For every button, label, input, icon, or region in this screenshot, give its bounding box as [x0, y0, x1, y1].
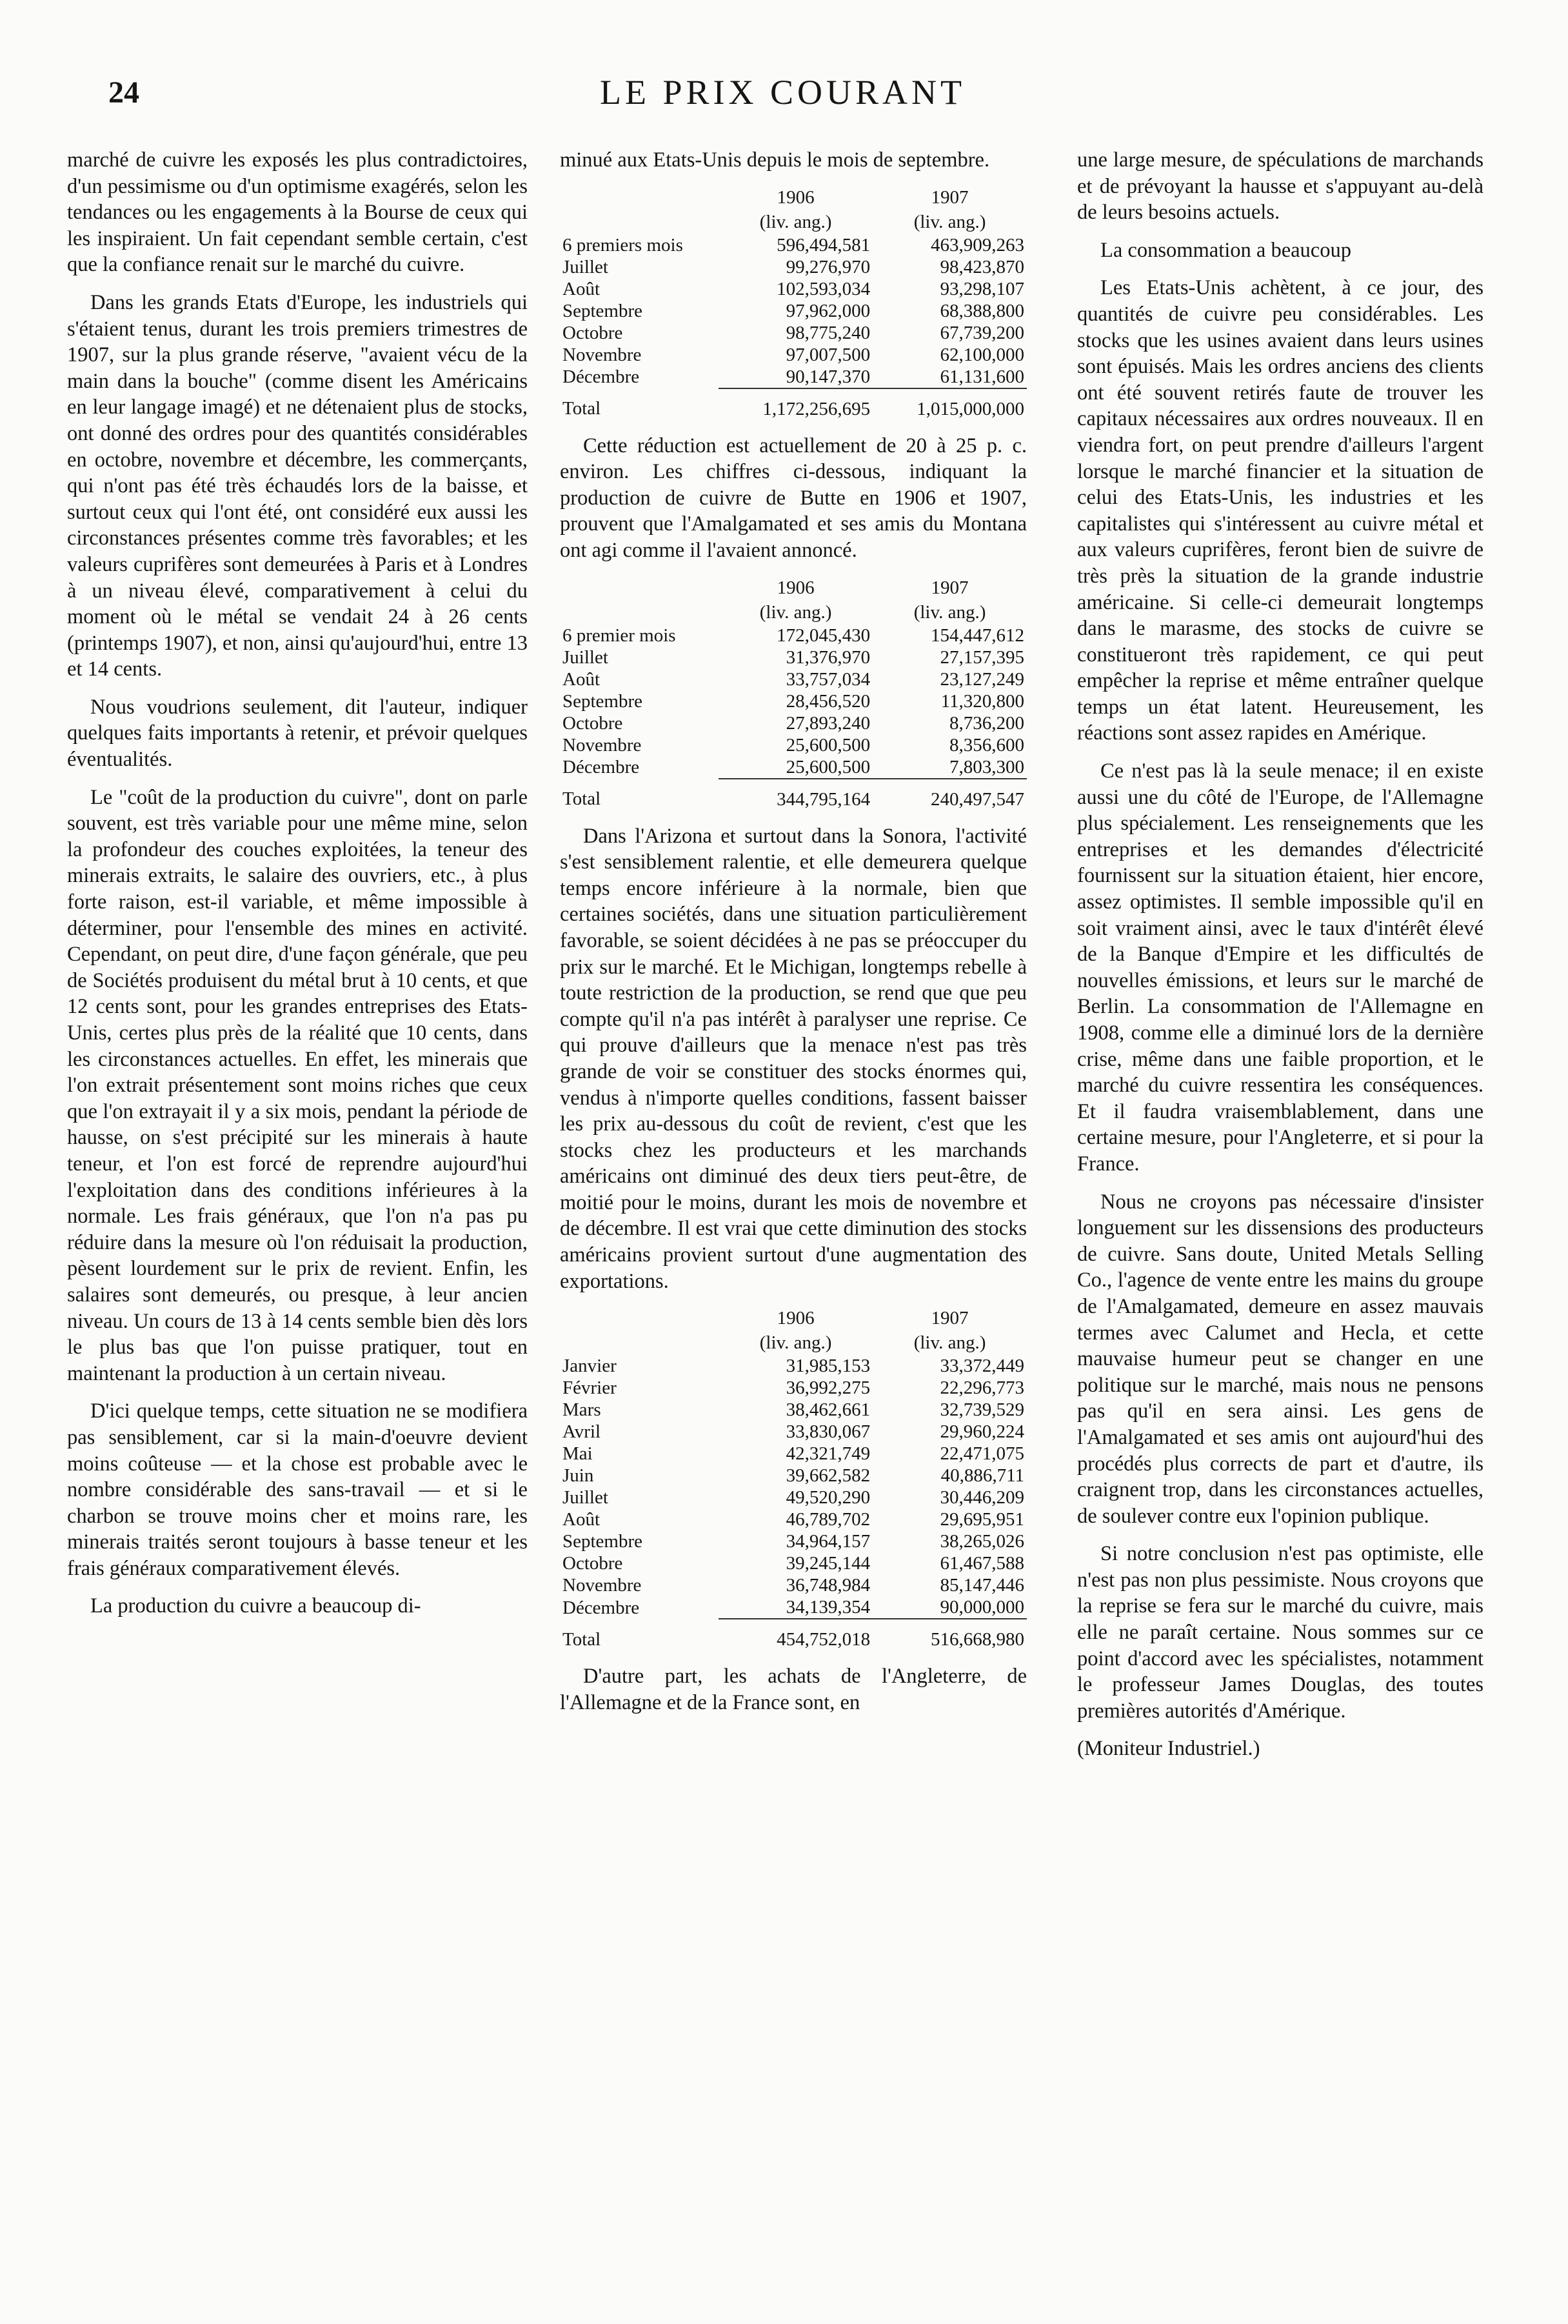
table-row: Août 33,757,034 23,127,249 [562, 668, 1024, 690]
year-header: 1906 [777, 1308, 815, 1329]
paragraph: La production du cuivre a beaucoup di- [90, 1594, 421, 1618]
column-right [1077, 147, 1484, 1774]
table-row: Janvier 31,985,153 33,372,449 [562, 1356, 1024, 1377]
table-row: Novembre 25,600,500 8,356,600 [562, 734, 1024, 756]
table-row: Décembre 34,139,354 90,000,000 [562, 1597, 1024, 1618]
unit-header: (liv. ang.) [759, 601, 832, 623]
table-row: 6 premiers mois 596,494,581 463,909,263 [562, 234, 1024, 255]
total-row: Total 344,795,164 240,497,547 [560, 779, 1027, 810]
table-row: Avril 33,830,067 29,960,224 [562, 1421, 1024, 1443]
copper-production-us-table [560, 185, 1027, 420]
table-row: Octobre 39,245,144 61,467,588 [562, 1553, 1024, 1574]
column-left [67, 147, 528, 1631]
table-row: Décembre 25,600,500 7,803,300 [562, 756, 1024, 778]
table-row: Août 102,593,034 93,298,107 [562, 278, 1024, 299]
unit-header: (liv. ang.) [759, 1332, 832, 1354]
table-row: Juin 39,662,582 40,886,711 [562, 1465, 1024, 1487]
unit-header: (liv. ang.) [913, 1332, 986, 1354]
table-row: Octobre 98,775,240 67,739,200 [562, 322, 1024, 343]
year-header: 1906 [777, 186, 815, 208]
table-row: Septembre 34,964,157 38,265,026 [562, 1531, 1024, 1552]
paragraph: Dans les grands Etats d'Europe, les industriels qui s'étaient tenus, durant les trois premiers trimestres de 1907, sur la plus grande réserve, "avaient vécu de la main dans la bouche" (comme disent les Américains en leur langage imagé) et ne détenaient plus de stocks, ont donné des ordres pour des quantités considérables en octobre, novembre et décembre, les commerçants, qui n'ont pas été très échaudés lors de la baisse, et surtout ceux qui l'ont été, ont considéré eux aussi les circonstances présentes comme très favorables; et les valeurs cuprifères sont demeurées à Paris et à Londres à un niveau élevé, comparativement à celui du moment où le métal se vendait 24 à 26 cents (printemps 1907), et non, ainsi qu'aujourd'hui, entre 13 et 14 cents. [67, 290, 528, 681]
table-row: Septembre 97,962,000 68,388,800 [562, 300, 1024, 321]
table-row: Novembre 97,007,500 62,100,000 [562, 344, 1024, 365]
paragraph: La consommation a beaucoup [1100, 238, 1351, 262]
paragraph: une large mesure, de spéculations de marchands et de prévoyant la hausse et s'appuyant au-delà de leurs besoins actuels. [1077, 148, 1484, 225]
paragraph: Si notre conclusion n'est pas optimiste, elle n'est pas non plus pessimiste. Nous croyons que la reprise se fera sur le marché du cuivre, mais elle ne paraît certaine. Nous sommes sur ce point d'accord avec les spécialistes, notamment le professeur James Douglas, des toutes premières autorités d'Amérique. [1077, 1542, 1484, 1723]
paragraph: D'autre part, les achats de l'Angleterre, de l'Allemagne et de la France sont, en [560, 1665, 1027, 1714]
year-header: 1907 [931, 186, 969, 208]
page-number: 24 [108, 75, 139, 110]
paragraph: D'ici quelque temps, cette situation ne se modifiera pas sensiblement, car si la main-d'oeuvre devient moins coûteuse — et la chose est probable avec le nombre considérable des sans-travail — et si le charbon se trouve moins cher et moins rare, les minerais traités seront toujours à basse teneur et les frais généraux comparativement élevés. [67, 1399, 528, 1580]
table-row: Septembre 28,456,520 11,320,800 [562, 690, 1024, 712]
table-row: Juillet 31,376,970 27,157,395 [562, 646, 1024, 668]
table-row: Mai 42,321,749 22,471,075 [562, 1443, 1024, 1465]
table-row: Juillet 49,520,290 30,446,209 [562, 1487, 1024, 1508]
year-header: 1907 [931, 1308, 969, 1329]
paragraph: Dans l'Arizona et surtout dans la Sonora, l'activité s'est sensiblement ralentie, et elle demeurera quelque temps encore inférieure à la normale, bien que certaines sociétés, dans une situation particulièrement favorable, se soient décidées à ne pas se préoccuper du prix sur le marché. Et le Michigan, longtemps rebelle à toute restriction de la production, se rend que que peu compte qu'il n'a pas intérêt à paralyser une reprise. Ce qui prouve d'ailleurs que la menace n'est pas très grande de voir se constituer des stocks énormes qui, vendus à n'importe quelles conditions, fassent baisser les prix au-dessous du coût de revient, c'est que les stocks chez les producteurs et les marchands américains ont diminué des deux tiers peut-être, de moitié pour le moins, durant les mois de novembre et de décembre. Il est vrai que cette diminution des stocks américains provient surtout d'une augmentation des exportations. [560, 824, 1027, 1293]
unit-header: (liv. ang.) [759, 211, 832, 232]
table-row: Mars 38,462,661 32,739,529 [562, 1399, 1024, 1421]
table-row: Février 36,992,275 22,296,773 [562, 1377, 1024, 1399]
paragraph: Cette réduction est actuellement de 20 à 25 p. c. environ. Les chiffres ci-dessous, indiquant la production de cuivre de Butte en 1906 et 1907, prouvent que l'Amalgamated et ses amis du Montana ont agi comme il l'avaient annoncé. [560, 434, 1027, 562]
total-row: Total 1,172,256,695 1,015,000,000 [560, 388, 1027, 420]
table-row: Novembre 36,748,984 85,147,446 [562, 1575, 1024, 1596]
table-row: Juillet 99,276,970 98,423,870 [562, 256, 1024, 277]
table-row: Décembre 90,147,370 61,131,600 [562, 366, 1024, 388]
paragraph: Nous voudrions seulement, dit l'auteur, indiquer quelques faits importants à retenir, et prévoir quelques éventualités. [67, 695, 528, 772]
column-middle [560, 147, 1027, 1727]
source-credit: (Moniteur Industriel.) [1077, 1737, 1260, 1761]
year-header: 1907 [931, 577, 969, 598]
table-row: Août 46,789,702 29,695,951 [562, 1509, 1024, 1530]
paragraph: Le "coût de la production du cuivre", dont on parle souvent, est très variable pour une même mine, selon la profondeur des couches exploitées, la teneur des minerais extraits, le salaire des ouvriers, etc., à plus forte raison, est-il variable, et même impossible à déterminer, pour l'ensemble des mines en activité. Cependant, on peut dire, d'une façon générale, que peu de Sociétés produisent du métal brut à 10 cents, et que 12 cents sont, pour les grandes entreprises des Etats-Unis, certes plus près de la réalité que 10 cents, dans les circonstances actuelles. En effet, les minerais que l'on extrait présentement sont moins riches que ceux que l'on extrayait il y a six mois, pendant la période de hausse, on s'est précipité sur les minerais à haute teneur, et l'on est forcé de reprendre aujourd'hui l'exploitation dans des conditions inférieures à la normale. Les frais généraux, que l'on n'a pas pu réduire dans la mesure où l'on réduisait la production, pèsent lourdement sur le prix de revient. Enfin, les salaires sont demeurés, ou presque, à leur ancien niveau. Un cours de 13 à 14 cents semble bien dès lors le plus bas que l'on puisse pratiquer, tout en maintenant la production à un certain niveau. [67, 785, 528, 1385]
total-row: Total 454,752,018 516,668,980 [560, 1619, 1027, 1650]
paragraph: marché de cuivre les exposés les plus contradictoires, d'un pessimisme ou d'un optimisme exagérés, selon les tendances ou les engagements à la Bourse de ceux qui les inspiraient. Un fait cependant semble certain, c'est que la confiance renait sur le marché du cuivre. [67, 148, 528, 277]
unit-header: (liv. ang.) [913, 601, 986, 623]
table-row: Octobre 27,893,240 8,736,200 [562, 712, 1024, 734]
year-header: 1906 [777, 577, 815, 598]
paragraph: minué aux Etats-Unis depuis le mois de septembre. [560, 148, 990, 172]
unit-header: (liv. ang.) [913, 211, 986, 232]
copper-production-butte-table [560, 576, 1027, 810]
paragraph: Ce n'est pas là la seule menace; il en existe aussi une du côté de l'Europe, de l'Allemagne plus spécialement. Les renseignements que les entreprises et les demandes d'électricité fournissent sur la situation étaient, hier encore, assez optimistes. Il semble impossible qu'il en soit vraiment ainsi, avec le taux d'intérêt élevé de la Banque d'Empire et les difficultés de nouvelles émissions, et leurs sur le marché de Berlin. La consommation de l'Allemagne en 1908, comme elle a diminué lors de la dernière crise, même dans une faible proportion, et le marché du cuivre ressentira les conséquences. Et il faudra vraisemblablement, dans une certaine mesure, pour l'Angleterre, et si pour la France. [1077, 759, 1484, 1176]
paragraph: Nous ne croyons pas nécessaire d'insister longuement sur les dissensions des producteurs de cuivre. Sans doute, United Metals Selling Co., l'agence de vente entre les mains du groupe de l'Amalgamated, demeure en assez mauvais termes avec Calumet and Hecla, et cette mauvaise humeur peut se changer en une politique sur le marché, mais nous ne pensons pas qu'il en sera ainsi. Les gens de l'Amalgamated et ses amis ont aujourd'hui des procédés plus corrects de part et d'autre, ils craignent trop, dans les circonstances actuelles, de soulever contre eux l'opinion publique. [1077, 1190, 1484, 1528]
paragraph: Les Etats-Unis achètent, à ce jour, des quantités de cuivre peu considérables. Les stocks que les usines avaient dans leurs usines sont épuisés. Mais les ordres anciens des clients ont été souvent retirés faute de trouver les capitaux nécessaires aux ordres nouveaux. Il en viendra fort, on peut prendre d'ailleurs l'argent lorsque le marché financier et la situation de celui des Etats-Unis, les industries et les capitalistes qui s'intéressent au cuivre métal et aux valeurs cuprifères, feront bien de suivre de très près la situation de la grande industrie américaine. Si celle-ci demeurait longtemps dans le marasme, des stocks de cuivre se constitueront très rapidement, ce qui peut empêcher la reprise et même entraîner quelque temps un état latent. Heureusement, les réactions sont assez rapides en Amérique. [1077, 276, 1484, 745]
table-row: 6 premier mois 172,045,430 154,447,612 [562, 625, 1024, 646]
running-head: LE PRIX COURANT [600, 73, 966, 112]
copper-exports-table [560, 1306, 1027, 1650]
